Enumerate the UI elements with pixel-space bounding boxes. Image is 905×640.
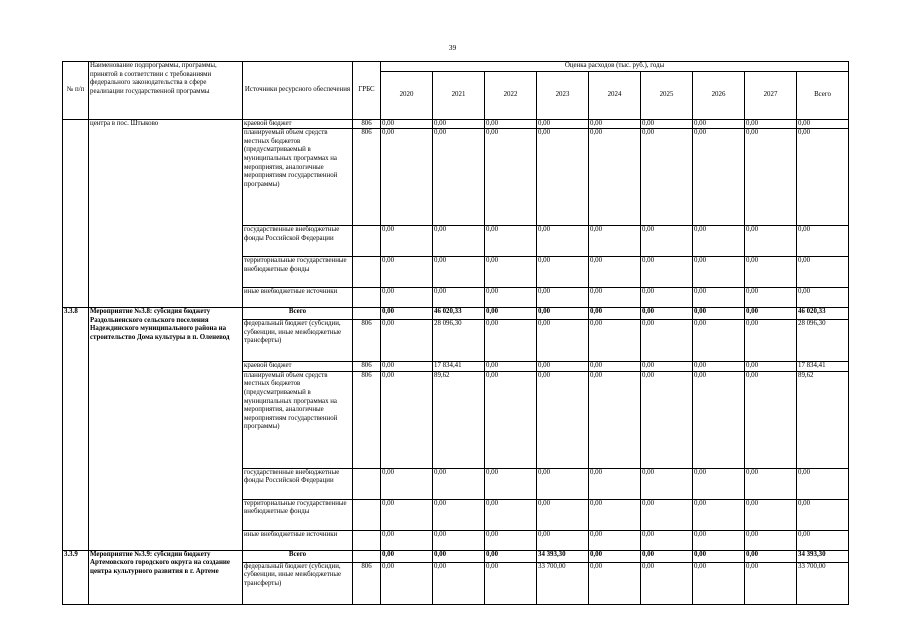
expense-value: 0,00 bbox=[537, 499, 589, 530]
expense-value: 0,00 bbox=[589, 371, 641, 468]
measure-name: центра в пос. Штыково bbox=[89, 119, 243, 308]
expense-value: 0,00 bbox=[381, 129, 433, 226]
expense-value: 0,00 bbox=[589, 288, 641, 308]
funding-source: федеральный бюджет (субсидии, субвенции, иные межбюджетные трансферты) bbox=[243, 562, 353, 604]
expense-value: 34 393,30 bbox=[797, 550, 849, 562]
expense-value: 0,00 bbox=[693, 320, 745, 362]
funding-source: краевой бюджет bbox=[243, 362, 353, 372]
expense-value: 0,00 bbox=[693, 129, 745, 226]
expense-value: 0,00 bbox=[745, 562, 797, 604]
expense-value: 0,00 bbox=[381, 562, 433, 604]
expense-value: 0,00 bbox=[745, 530, 797, 550]
expense-value: 0,00 bbox=[693, 226, 745, 257]
header-year: 2024 bbox=[589, 71, 641, 119]
expense-value: 0,00 bbox=[537, 119, 589, 129]
expense-value: 0,00 bbox=[485, 562, 537, 604]
page-number: 39 bbox=[448, 43, 457, 52]
expense-value: 0,00 bbox=[537, 468, 589, 499]
expense-value: 0,00 bbox=[745, 468, 797, 499]
expense-value: 0,00 bbox=[745, 550, 797, 562]
header-year: 2027 bbox=[745, 71, 797, 119]
funding-source: государственные внебюджетные фонды Российской Федерации bbox=[243, 226, 353, 257]
expense-value: 0,00 bbox=[693, 468, 745, 499]
header-year: 2025 bbox=[641, 71, 693, 119]
expense-value: 0,00 bbox=[641, 308, 693, 320]
expense-value: 0,00 bbox=[589, 129, 641, 226]
expense-value: 0,00 bbox=[797, 468, 849, 499]
funding-source: иные внебюджетные источники bbox=[243, 530, 353, 550]
expense-value: 28 096,30 bbox=[797, 320, 849, 362]
header-name: Наименование подпрограммы, программы, принятой в соответствии с требованиями федерального законодательства в сфере реализации государственной программы bbox=[89, 62, 243, 120]
funding-source: Всего bbox=[243, 550, 353, 562]
expense-value: 0,00 bbox=[381, 468, 433, 499]
expense-value: 89,62 bbox=[797, 371, 849, 468]
expense-value: 0,00 bbox=[797, 499, 849, 530]
expense-value: 0,00 bbox=[537, 530, 589, 550]
expense-value: 0,00 bbox=[745, 320, 797, 362]
expense-value: 0,00 bbox=[641, 129, 693, 226]
grbs-code bbox=[353, 499, 381, 530]
expense-value: 0,00 bbox=[693, 371, 745, 468]
expense-value: 0,00 bbox=[797, 119, 849, 129]
expense-value: 0,00 bbox=[797, 530, 849, 550]
expense-value: 0,00 bbox=[381, 362, 433, 372]
expense-value: 0,00 bbox=[797, 226, 849, 257]
grbs-code bbox=[353, 288, 381, 308]
expense-value: 0,00 bbox=[589, 468, 641, 499]
funding-source: Всего bbox=[243, 308, 353, 320]
expense-value: 0,00 bbox=[485, 371, 537, 468]
expense-value: 0,00 bbox=[693, 119, 745, 129]
expense-value: 0,00 bbox=[485, 362, 537, 372]
expense-value: 0,00 bbox=[485, 468, 537, 499]
expense-value: 0,00 bbox=[589, 308, 641, 320]
grbs-code bbox=[353, 257, 381, 288]
expense-value: 17 834,41 bbox=[433, 362, 485, 372]
expense-value: 0,00 bbox=[745, 371, 797, 468]
expense-value: 0,00 bbox=[485, 119, 537, 129]
grbs-code: 806 bbox=[353, 129, 381, 226]
expense-value: 0,00 bbox=[485, 129, 537, 226]
expense-value: 33 700,00 bbox=[797, 562, 849, 604]
expense-value: 0,00 bbox=[433, 550, 485, 562]
expense-value: 0,00 bbox=[433, 499, 485, 530]
grbs-code: 806 bbox=[353, 371, 381, 468]
expense-value: 0,00 bbox=[589, 530, 641, 550]
expense-value: 0,00 bbox=[693, 530, 745, 550]
expense-value: 46 020,33 bbox=[433, 308, 485, 320]
expense-value: 0,00 bbox=[745, 226, 797, 257]
expense-value: 0,00 bbox=[641, 257, 693, 288]
grbs-code bbox=[353, 226, 381, 257]
funding-source: территориальные государственные внебюджетные фонды bbox=[243, 499, 353, 530]
expense-value: 0,00 bbox=[537, 226, 589, 257]
expense-value: 28 096,30 bbox=[433, 320, 485, 362]
expense-value: 0,00 bbox=[485, 288, 537, 308]
grbs-code bbox=[353, 468, 381, 499]
expense-value: 0,00 bbox=[433, 119, 485, 129]
expense-value: 0,00 bbox=[745, 129, 797, 226]
expense-value: 0,00 bbox=[641, 320, 693, 362]
funding-source: краевой бюджет bbox=[243, 119, 353, 129]
expense-value: 89,62 bbox=[433, 371, 485, 468]
expense-value: 0,00 bbox=[537, 362, 589, 372]
expense-value: 0,00 bbox=[537, 288, 589, 308]
grbs-code bbox=[353, 530, 381, 550]
expense-value: 0,00 bbox=[641, 119, 693, 129]
row-number: 3.3.8 bbox=[63, 308, 89, 551]
expense-value: 0,00 bbox=[537, 257, 589, 288]
expense-value: 0,00 bbox=[589, 257, 641, 288]
expense-value: 0,00 bbox=[381, 226, 433, 257]
expense-value: 0,00 bbox=[641, 468, 693, 499]
expense-value: 0,00 bbox=[589, 562, 641, 604]
funding-source: территориальные государственные внебюджетные фонды bbox=[243, 257, 353, 288]
expense-value: 0,00 bbox=[485, 257, 537, 288]
header-year: 2020 bbox=[381, 71, 433, 119]
expense-value: 0,00 bbox=[381, 288, 433, 308]
expense-value: 0,00 bbox=[745, 308, 797, 320]
expense-value: 0,00 bbox=[641, 562, 693, 604]
funding-source: планируемый объем средств местных бюджетов (предусматриваемый в муниципальных программах на мероприятия, аналогичные мероприятиям государственной программы) bbox=[243, 129, 353, 226]
funding-source: государственные внебюджетные фонды Российской Федерации bbox=[243, 468, 353, 499]
expense-value: 0,00 bbox=[797, 288, 849, 308]
row-number: 3.3.9 bbox=[63, 550, 89, 604]
measure-name: Мероприятие №3.8: субсидия бюджету Раздольненского сельского поселения Надеждинского муниципального района на строительство Дома культуры в п. Оленевод bbox=[89, 308, 243, 551]
grbs-code: 806 bbox=[353, 362, 381, 372]
expense-value: 0,00 bbox=[745, 257, 797, 288]
expense-value: 0,00 bbox=[641, 530, 693, 550]
header-sources: Источники ресурсного обеспечения bbox=[243, 62, 353, 120]
expense-value: 0,00 bbox=[745, 119, 797, 129]
expense-value: 0,00 bbox=[589, 226, 641, 257]
expense-value: 0,00 bbox=[641, 499, 693, 530]
funding-source: иные внебюджетные источники bbox=[243, 288, 353, 308]
funding-source: планируемый объем средств местных бюджетов (предусматриваемый в муниципальных программах на мероприятия, аналогичные мероприятиям государственной программы) bbox=[243, 371, 353, 468]
grbs-code bbox=[353, 308, 381, 320]
expense-value: 0,00 bbox=[745, 362, 797, 372]
expense-value: 0,00 bbox=[485, 530, 537, 550]
header-year: 2022 bbox=[485, 71, 537, 119]
table-body bbox=[63, 119, 849, 604]
expense-value: 0,00 bbox=[537, 308, 589, 320]
expense-value: 0,00 bbox=[641, 550, 693, 562]
expense-value: 0,00 bbox=[433, 562, 485, 604]
expense-value: 0,00 bbox=[485, 320, 537, 362]
expense-value: 17 834,41 bbox=[797, 362, 849, 372]
budget-table bbox=[62, 61, 849, 605]
expense-value: 0,00 bbox=[537, 320, 589, 362]
expense-value: 0,00 bbox=[693, 562, 745, 604]
header-grbs: ГРБС bbox=[353, 62, 381, 120]
expense-value: 0,00 bbox=[433, 530, 485, 550]
grbs-code: 806 bbox=[353, 562, 381, 604]
expense-value: 0,00 bbox=[381, 308, 433, 320]
expense-value: 0,00 bbox=[693, 308, 745, 320]
expense-value: 0,00 bbox=[485, 499, 537, 530]
expense-value: 33 700,00 bbox=[537, 562, 589, 604]
expense-value: 0,00 bbox=[589, 119, 641, 129]
expense-value: 0,00 bbox=[797, 257, 849, 288]
table-row bbox=[63, 119, 849, 129]
expense-value: 0,00 bbox=[797, 129, 849, 226]
expense-value: 0,00 bbox=[537, 129, 589, 226]
expense-value: 0,00 bbox=[641, 288, 693, 308]
expense-value: 0,00 bbox=[641, 371, 693, 468]
header-year: 2023 bbox=[537, 71, 589, 119]
expense-value: 0,00 bbox=[537, 371, 589, 468]
expense-value: 0,00 bbox=[589, 550, 641, 562]
expense-value: 0,00 bbox=[745, 288, 797, 308]
expense-value: 0,00 bbox=[381, 499, 433, 530]
expense-value: 0,00 bbox=[433, 288, 485, 308]
expense-value: 0,00 bbox=[381, 320, 433, 362]
expense-value: 0,00 bbox=[381, 550, 433, 562]
expense-value: 0,00 bbox=[485, 226, 537, 257]
expense-value: 0,00 bbox=[693, 499, 745, 530]
grbs-code bbox=[353, 550, 381, 562]
expense-value: 46 020,33 bbox=[797, 308, 849, 320]
expense-value: 0,00 bbox=[693, 257, 745, 288]
header-estimate: Оценка расходов (тыс. руб.), годы bbox=[381, 62, 849, 72]
expense-value: 0,00 bbox=[589, 499, 641, 530]
expense-value: 0,00 bbox=[433, 257, 485, 288]
expense-value: 0,00 bbox=[693, 362, 745, 372]
expense-value: 0,00 bbox=[381, 530, 433, 550]
header-year: Всего bbox=[797, 71, 849, 119]
expense-value: 34 393,30 bbox=[537, 550, 589, 562]
expense-value: 0,00 bbox=[381, 119, 433, 129]
row-number bbox=[63, 119, 89, 308]
header-year: 2026 bbox=[693, 71, 745, 119]
measure-name: Мероприятие №3.9: субсидии бюджету Артемовского городского округа на создание центра культурного развития в г. Артеме bbox=[89, 550, 243, 604]
expense-value: 0,00 bbox=[589, 320, 641, 362]
expense-value: 0,00 bbox=[381, 371, 433, 468]
grbs-code: 806 bbox=[353, 320, 381, 362]
expense-value: 0,00 bbox=[589, 362, 641, 372]
expense-value: 0,00 bbox=[693, 550, 745, 562]
header-num: № п/п bbox=[63, 62, 89, 120]
expense-value: 0,00 bbox=[433, 468, 485, 499]
funding-source: федеральный бюджет (субсидии, субвенции, иные межбюджетные трансферты) bbox=[243, 320, 353, 362]
expense-value: 0,00 bbox=[641, 362, 693, 372]
table-row bbox=[63, 550, 849, 562]
expense-value: 0,00 bbox=[433, 226, 485, 257]
expense-value: 0,00 bbox=[745, 499, 797, 530]
grbs-code: 806 bbox=[353, 119, 381, 129]
expense-value: 0,00 bbox=[485, 550, 537, 562]
expense-value: 0,00 bbox=[693, 288, 745, 308]
table-row bbox=[63, 308, 849, 320]
expense-value: 0,00 bbox=[641, 226, 693, 257]
header-year: 2021 bbox=[433, 71, 485, 119]
expense-value: 0,00 bbox=[485, 308, 537, 320]
expense-value: 0,00 bbox=[381, 257, 433, 288]
expense-value: 0,00 bbox=[433, 129, 485, 226]
